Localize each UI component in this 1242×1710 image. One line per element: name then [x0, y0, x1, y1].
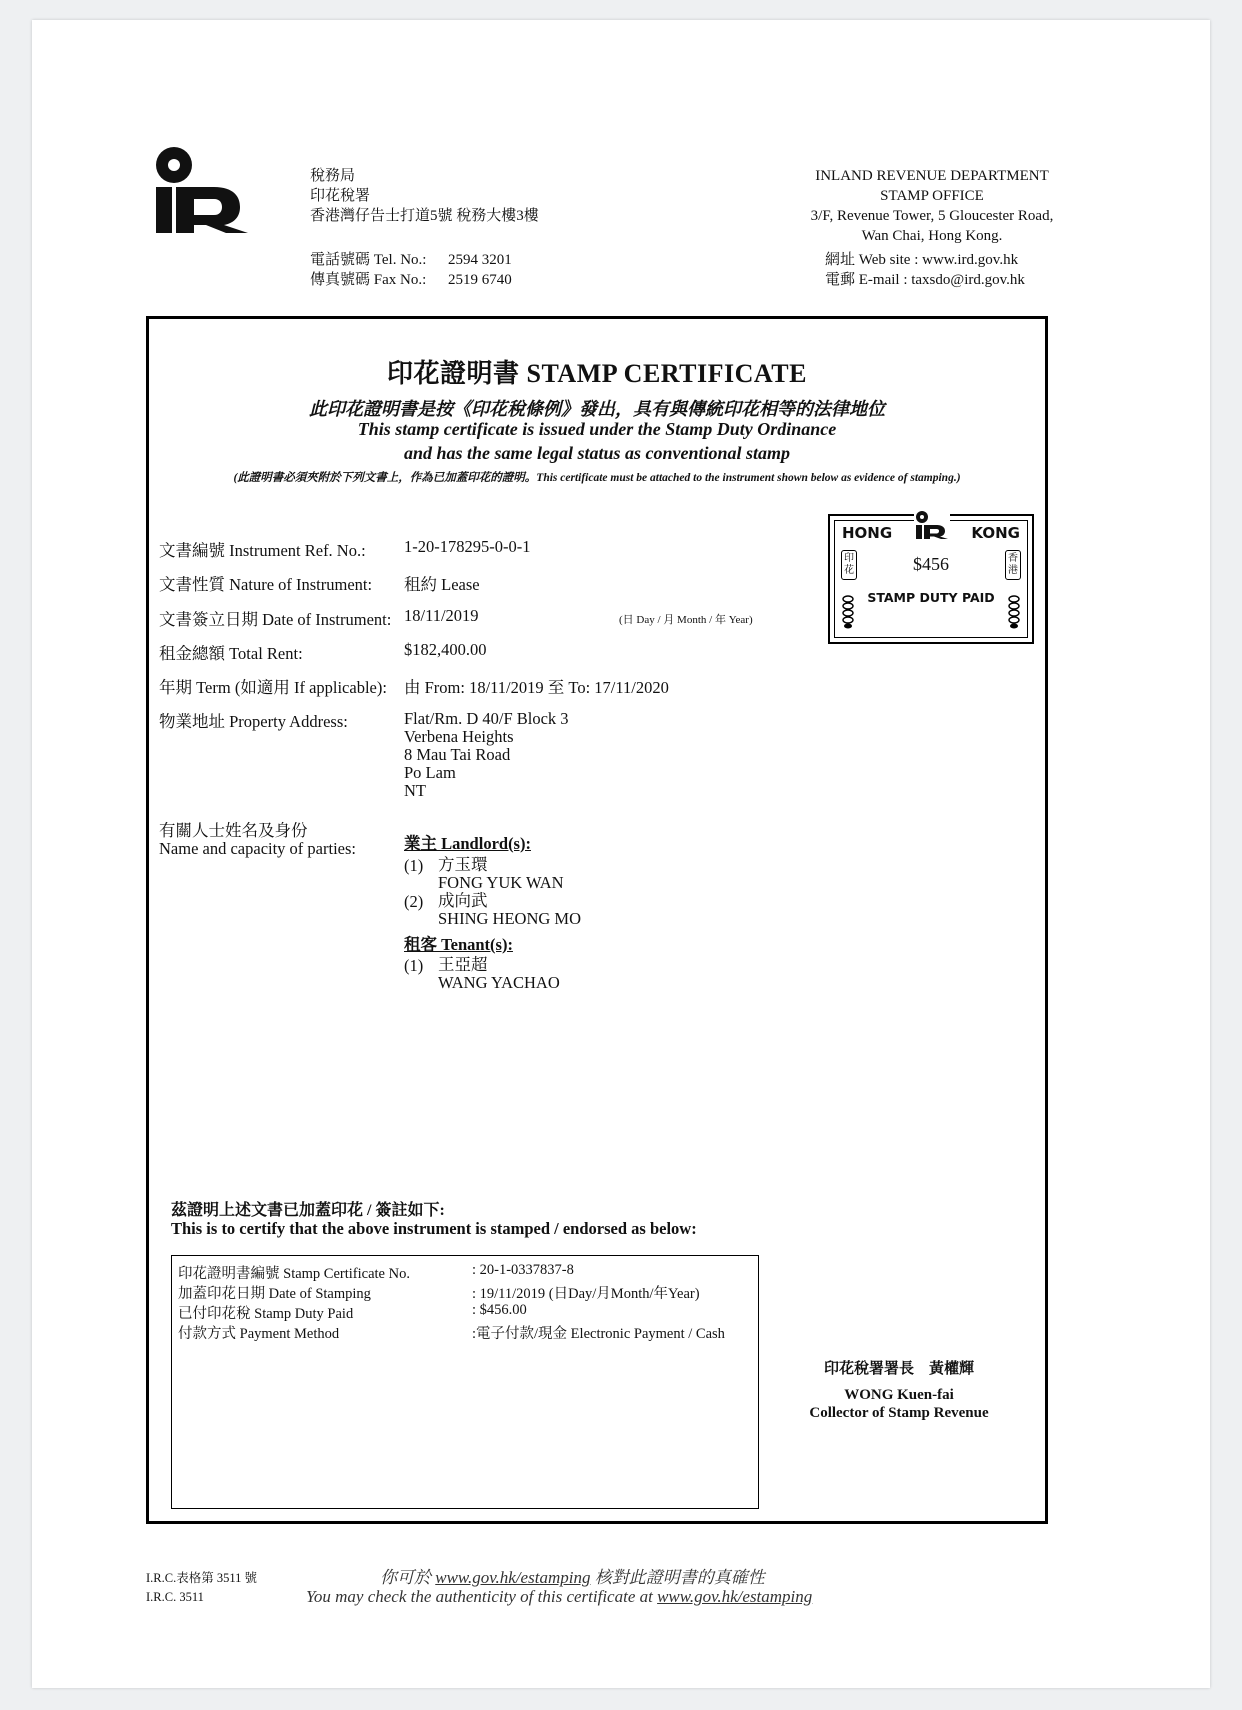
- stamping-date-value: : 19/11/2019 (日Day/月Month/年Year): [472, 1286, 700, 1302]
- landlord-2-number: (2): [404, 892, 424, 911]
- landlord-2-en: SHING HEONG MO: [438, 909, 581, 928]
- payment-method-label: 付款方式 Payment Method: [178, 1326, 340, 1342]
- stamp-paid-text: STAMP DUTY PAID: [867, 590, 995, 605]
- tenant-1-number: (1): [404, 956, 424, 975]
- verify-note-cn: [380, 1563, 765, 1588]
- header-dept-cn: 稅務局: [310, 168, 356, 184]
- header-fax-label: 傳真號碼 Fax No.:: [310, 272, 427, 288]
- stamping-date-label: 加蓋印花日期 Date of Stamping: [178, 1286, 371, 1302]
- nature-label: 文書性質 Nature of Instrument:: [159, 575, 373, 594]
- signature-title: Collector of Stamp Revenue: [809, 1405, 989, 1421]
- nature-value: 租約 Lease: [404, 575, 480, 594]
- certificate-subtitle-en-1: This stamp certificate is issued under the Stamp Duty Ordinance: [357, 419, 837, 439]
- verify-en-pre: You may check the authenticity of this certificate at: [306, 1587, 658, 1606]
- header-address-en-2: Wan Chai, Hong Kong.: [861, 228, 1003, 244]
- cert-no-value: : 20-1-0337837-8: [472, 1262, 574, 1278]
- term-value: 由 From: 18/11/2019 至 To: 17/11/2020: [404, 678, 669, 697]
- stamp-amount: $456: [913, 554, 949, 574]
- parties-label-cn: 有關人士姓名及身份: [159, 821, 308, 840]
- cert-no-label: 印花證明書編號 Stamp Certificate No.: [178, 1266, 410, 1282]
- stamp-right-ornament-icon: [1007, 594, 1021, 630]
- date-label: 文書簽立日期 Date of Instrument:: [159, 610, 392, 629]
- landlord-2-cn: 成向武: [438, 891, 488, 910]
- term-label: 年期 Term (如適用 If applicable):: [159, 678, 387, 697]
- stamp-left-tag: 印花: [841, 550, 857, 580]
- tenant-title: 租客 Tenant(s):: [404, 935, 513, 954]
- duty-paid-value: : $456.00: [472, 1302, 527, 1318]
- header-office-cn: 印花稅署: [310, 188, 371, 204]
- certify-statement-cn: 茲證明上述文書已加蓋印花 / 簽註如下:: [171, 1202, 445, 1219]
- tenant-1-name: [438, 956, 560, 992]
- header-dept-en: INLAND REVENUE DEPARTMENT: [815, 168, 1049, 184]
- landlord-1-name: [438, 856, 564, 892]
- date-value: 18/11/2019: [404, 606, 479, 625]
- certificate-subtitle-en-2: and has the same legal status as conventional stamp: [403, 443, 791, 463]
- verify-cn-post: 核對此證明書的真確性: [590, 1568, 765, 1587]
- header-address-en-1: 3/F, Revenue Tower, 5 Gloucester Road,: [810, 208, 1054, 224]
- stamp-hong-text: HONG: [842, 524, 893, 542]
- duty-paid-label: 已付印花稅 Stamp Duty Paid: [178, 1306, 354, 1322]
- address-block: [404, 710, 569, 800]
- signature-cn: 印花稅署署長 黃權輝: [823, 1361, 974, 1377]
- landlord-1-en: FONG YUK WAN: [438, 873, 564, 892]
- address-line: 8 Mau Tai Road: [404, 745, 511, 764]
- header-left-cn: [310, 166, 539, 226]
- header-right: [772, 166, 1092, 246]
- parties-label-en: Name and capacity of parties:: [159, 839, 356, 858]
- stamp-right-tag: 香港: [1005, 550, 1021, 580]
- signature-name: WONG Kuen-fai: [844, 1387, 954, 1403]
- header-tel-label: 電話號碼 Tel. No.:: [310, 252, 427, 268]
- verify-link-en[interactable]: www.gov.hk/estamping: [657, 1587, 813, 1606]
- ref-value: 1-20-178295-0-0-1: [404, 537, 531, 556]
- header-email[interactable]: 電郵 E-mail : taxsdo@ird.gov.hk: [825, 272, 1025, 288]
- stamping-details-box: [171, 1255, 759, 1509]
- certificate-note: (此證明書必須夾附於下列文書上，作為已加蓋印花的證明。This certificate must be attached to the instrument shown below as evidence of stamping.): [233, 472, 961, 484]
- address-line: Flat/Rm. D 40/F Block 3: [404, 709, 569, 728]
- form-number-cn: I.R.C.表格第 3511 號: [146, 1571, 257, 1585]
- tenant-1-en: WANG YACHAO: [438, 973, 560, 992]
- stamp-certificate: [146, 316, 1048, 1524]
- verify-note-en: [306, 1587, 812, 1607]
- landlord-title: 業主 Landlord(s):: [404, 834, 531, 853]
- landlord-1-number: (1): [404, 856, 424, 875]
- landlord-1-cn: 方玉環: [438, 855, 488, 874]
- certificate-subtitle-cn: 此印花證明書是按《印花稅條例》發出，具有與傳統印花相等的法律地位: [309, 399, 885, 419]
- verify-cn-pre: 你可於: [380, 1568, 436, 1587]
- stamp-kong-text: KONG: [971, 524, 1020, 542]
- ref-label: 文書編號 Instrument Ref. No.:: [159, 541, 366, 560]
- address-label: 物業地址 Property Address:: [159, 712, 348, 731]
- certificate-title: 印花證明書 STAMP CERTIFICATE: [387, 359, 807, 388]
- header-fax-value: 2519 6740: [448, 272, 512, 288]
- parties-label: [159, 822, 356, 858]
- header-office-en: STAMP OFFICE: [880, 188, 984, 204]
- tenant-1-cn: 王亞超: [438, 955, 488, 974]
- header-tel-value: 2594 3201: [448, 252, 512, 268]
- payment-method-value: :電子付款/現金 Electronic Payment / Cash: [472, 1326, 725, 1342]
- header-address-cn: 香港灣仔告士打道5號 稅務大樓3樓: [310, 208, 539, 224]
- stamp-left-ornament-icon: [841, 594, 855, 630]
- date-format-hint: (日 Day / 月 Month / 年 Year): [619, 614, 753, 626]
- certify-statement-en: This is to certify that the above instrument is stamped / endorsed as below:: [171, 1219, 697, 1238]
- stamp-duty-paid-stamp: [828, 514, 1034, 644]
- address-line: Po Lam: [404, 763, 456, 782]
- ird-logo-icon: [152, 143, 252, 235]
- address-line: NT: [404, 781, 426, 800]
- rent-value: $182,400.00: [404, 640, 487, 659]
- address-line: Verbena Heights: [404, 727, 514, 746]
- verify-link-cn[interactable]: www.gov.hk/estamping: [435, 1568, 591, 1587]
- stamp-ird-logo-icon: [914, 510, 950, 540]
- form-number-en: I.R.C. 3511: [146, 1590, 204, 1604]
- landlord-2-name: [438, 892, 581, 928]
- header-website[interactable]: 網址 Web site : www.ird.gov.hk: [825, 252, 1019, 268]
- rent-label: 租金總額 Total Rent:: [159, 644, 303, 663]
